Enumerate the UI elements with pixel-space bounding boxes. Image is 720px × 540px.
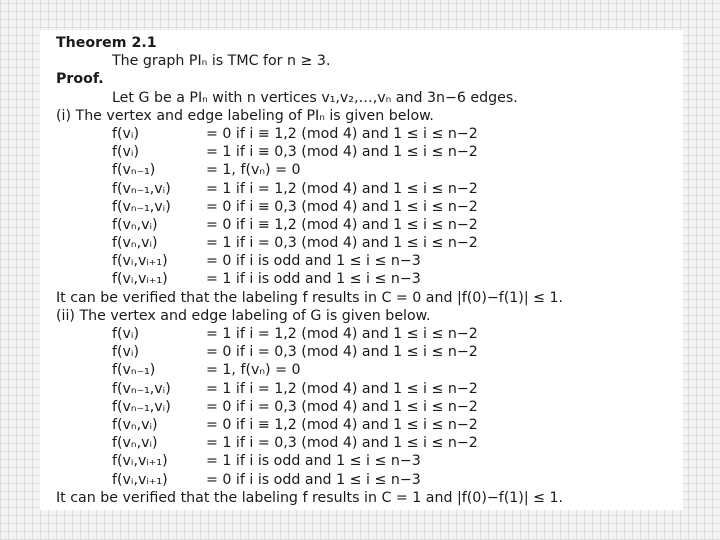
rule-lhs: f(vᵢ,vᵢ₊₁): [112, 471, 168, 488]
rule-lhs: f(vₙ₋₁,vᵢ): [112, 198, 171, 215]
part2-rules: [56, 325, 677, 489]
rule-rhs: = 1 if i = 1,2 (mod 4) and 1 ≤ i ≤ n−2: [206, 326, 478, 342]
rule-lhs: f(vᵢ): [112, 326, 139, 342]
rule-lhs: f(vᵢ,vᵢ₊₁): [112, 271, 168, 288]
rule-rhs: = 0 if i is odd and 1 ≤ i ≤ n−3: [206, 471, 421, 488]
rule-lhs: f(vₙ,vᵢ): [112, 435, 158, 452]
part1-heading: (i) The vertex and edge labeling of PIₙ is given below.: [56, 107, 434, 124]
rule-line: [56, 398, 677, 416]
theorem-title: Theorem 2.1: [56, 35, 157, 51]
proof-heading: Proof.: [56, 71, 104, 88]
rule-rhs: = 1, f(vₙ) = 0: [206, 362, 301, 379]
rule-line: [56, 380, 677, 398]
rule-rhs: = 1 if i = 0,3 (mod 4) and 1 ≤ i ≤ n−2: [206, 235, 478, 252]
rule-line: [56, 125, 677, 143]
rule-line: [56, 361, 677, 379]
rule-line: [56, 270, 677, 288]
rule-rhs: = 1 if i = 1,2 (mod 4) and 1 ≤ i ≤ n−2: [206, 180, 478, 197]
rule-lhs: f(vᵢ): [112, 144, 139, 161]
rule-lhs: f(vᵢ,vᵢ₊₁): [112, 453, 168, 470]
rule-rhs: = 1 if i is odd and 1 ≤ i ≤ n−3: [206, 271, 421, 288]
rule-lhs: f(vₙ,vᵢ): [112, 235, 158, 252]
rule-line: [56, 452, 677, 470]
rule-rhs: = 1 if i ≡ 0,3 (mod 4) and 1 ≤ i ≤ n−2: [206, 144, 478, 161]
rule-rhs: = 1 if i = 1,2 (mod 4) and 1 ≤ i ≤ n−2: [206, 380, 478, 397]
rule-line: [56, 180, 677, 198]
rule-line: [56, 161, 677, 179]
part2-heading: (ii) The vertex and edge labeling of G is given below.: [56, 307, 431, 324]
part2-conclusion: It can be verified that the labeling f results in C = 1 and |f(0)−f(1)| ≤ 1.: [56, 489, 564, 506]
rule-rhs: = 0 if i is odd and 1 ≤ i ≤ n−3: [206, 253, 421, 270]
rule-rhs: = 0 if i = 0,3 (mod 4) and 1 ≤ i ≤ n−2: [206, 344, 478, 361]
rule-lhs: f(vₙ₋₁,vᵢ): [112, 380, 171, 397]
rule-line: [56, 234, 677, 252]
part1-conclusion: It can be verified that the labeling f results in C = 0 and |f(0)−f(1)| ≤ 1.: [56, 289, 564, 306]
rule-rhs: = 0 if i ≡ 1,2 (mod 4) and 1 ≤ i ≤ n−2: [206, 125, 478, 142]
document-page: [40, 30, 683, 510]
rule-line: [56, 216, 677, 234]
rule-line: [56, 416, 677, 434]
rule-rhs: = 1 if i is odd and 1 ≤ i ≤ n−3: [206, 453, 421, 470]
rule-line: [56, 471, 677, 489]
part1-rules: [56, 125, 677, 289]
rule-lhs: f(vₙ₋₁): [112, 362, 156, 379]
rule-lhs: f(vₙ,vᵢ): [112, 216, 158, 233]
rule-rhs: = 0 if i ≡ 0,3 (mod 4) and 1 ≤ i ≤ n−2: [206, 198, 478, 215]
rule-line: [56, 252, 677, 270]
rule-lhs: f(vₙ₋₁,vᵢ): [112, 180, 171, 197]
rule-rhs: = 1 if i = 0,3 (mod 4) and 1 ≤ i ≤ n−2: [206, 435, 478, 452]
proof-intro: Let G be a PIₙ with n vertices v₁,v₂,…,vₙ and 3n−6 edges.: [112, 89, 518, 106]
rule-lhs: f(vₙ₋₁,vᵢ): [112, 398, 171, 415]
rule-lhs: f(vₙ,vᵢ): [112, 416, 158, 433]
rule-rhs: = 1, f(vₙ) = 0: [206, 162, 301, 179]
rule-line: [56, 198, 677, 216]
rule-line: [56, 325, 677, 343]
rule-rhs: = 0 if i = 0,3 (mod 4) and 1 ≤ i ≤ n−2: [206, 398, 478, 415]
rule-line: [56, 434, 677, 452]
theorem-statement: The graph PIₙ is TMC for n ≥ 3.: [112, 53, 331, 70]
rule-lhs: f(vₙ₋₁): [112, 162, 156, 179]
rule-line: [56, 343, 677, 361]
rule-lhs: f(vᵢ): [112, 125, 139, 142]
rule-lhs: f(vᵢ): [112, 344, 139, 361]
rule-lhs: f(vᵢ,vᵢ₊₁): [112, 253, 168, 270]
rule-rhs: = 0 if i ≡ 1,2 (mod 4) and 1 ≤ i ≤ n−2: [206, 416, 478, 433]
rule-line: [56, 143, 677, 161]
rule-rhs: = 0 if i ≡ 1,2 (mod 4) and 1 ≤ i ≤ n−2: [206, 216, 478, 233]
theorem-proof-text: [56, 34, 677, 507]
